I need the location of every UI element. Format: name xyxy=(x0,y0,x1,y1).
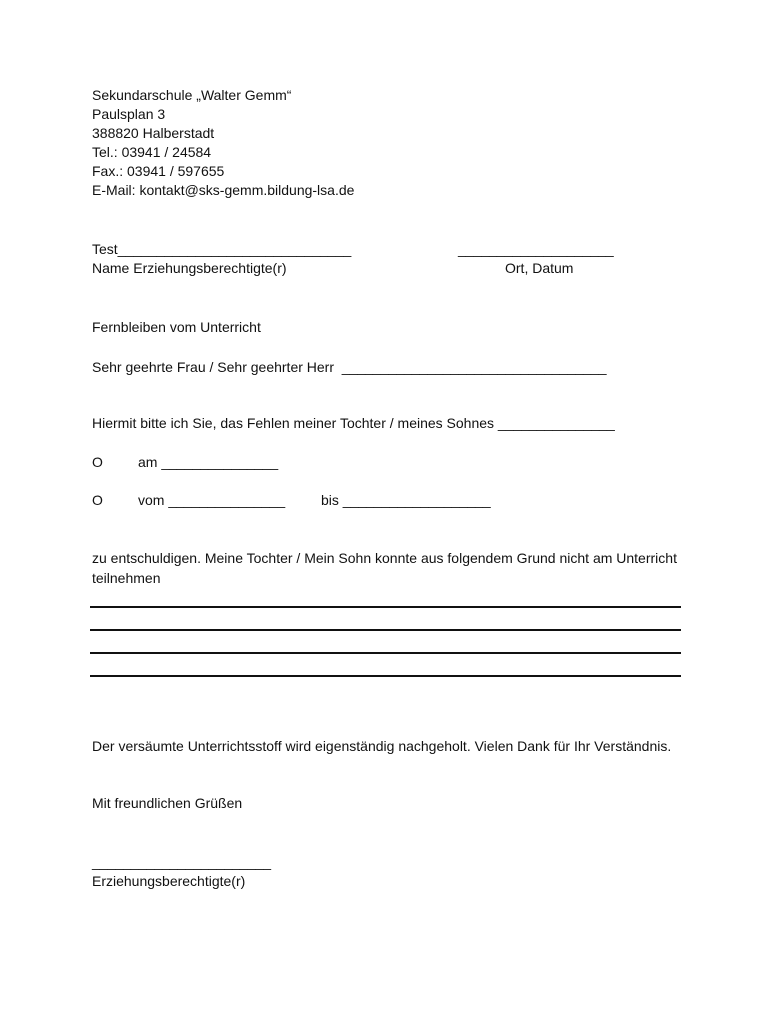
greeting: Mit freundlichen Grüßen xyxy=(92,795,243,811)
sender-name-label: Name Erziehungsberechtigte(r) xyxy=(92,260,287,276)
school-street: Paulsplan 3 xyxy=(92,106,166,122)
subject: Fernbleiben vom Unterricht xyxy=(92,319,261,335)
signature-label: Erziehungsberechtigte(r) xyxy=(92,873,246,889)
salutation: Sehr geehrte Frau / Sehr geehrter Herr __________________________________ xyxy=(92,359,607,375)
school-fax: Fax.: 03941 / 597655 xyxy=(92,163,225,179)
school-email: E-Mail: kontakt@sks-gemm.bildung-lsa.de xyxy=(92,182,355,198)
reason-text: zu entschuldigen. Meine Tochter / Mein Sohn konnte aus folgendem Grund nicht am Unterricht teilnehmen xyxy=(92,550,677,586)
school-phone: Tel.: 03941 / 24584 xyxy=(92,144,212,160)
option-range-from: vom _______________ xyxy=(138,492,286,508)
date-field: ____________________ xyxy=(458,241,614,257)
option-range-to: bis ___________________ xyxy=(321,492,491,508)
school-name: Sekundarschule „Walter Gemm“ xyxy=(92,87,292,103)
request-text: Hiermit bitte ich Sie, das Fehlen meiner Tochter / meines Sohnes _______________ xyxy=(92,415,615,431)
option-range-marker: O xyxy=(92,492,103,508)
option-single-text: am _______________ xyxy=(138,454,279,470)
closing-text: Der versäumte Unterrichtsstoff wird eigenständig nachgeholt. Vielen Dank für Ihr Verständnis. xyxy=(92,738,672,754)
school-city: 388820 Halberstadt xyxy=(92,125,215,141)
date-label: Ort, Datum xyxy=(505,260,574,276)
reason-line-3 xyxy=(90,652,681,654)
signature-line: _______________________ xyxy=(92,854,272,870)
sender-name-field: Test______________________________ xyxy=(92,241,352,257)
option-single-marker: O xyxy=(92,454,103,470)
reason-line-4 xyxy=(90,675,681,677)
reason-line-2 xyxy=(90,629,681,631)
reason-line-1 xyxy=(90,606,681,608)
